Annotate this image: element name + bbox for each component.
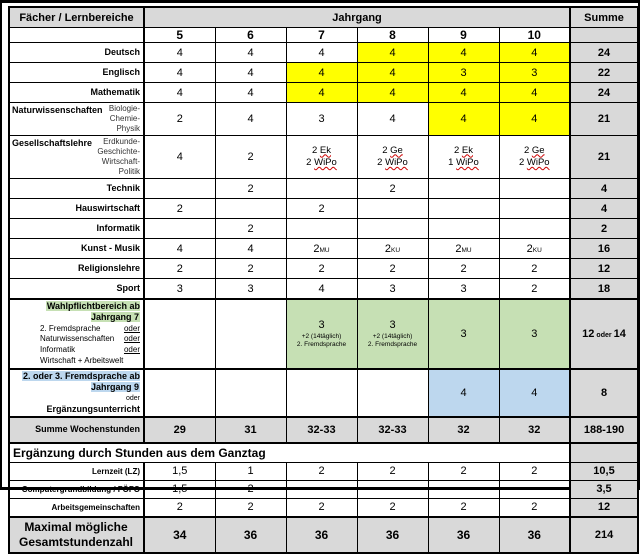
year-header-6: 6 bbox=[215, 28, 286, 43]
cell-year-7 bbox=[286, 219, 357, 239]
cell-year-6 bbox=[215, 369, 286, 417]
row-label bbox=[9, 103, 144, 136]
cell-sum: 2 bbox=[570, 219, 638, 239]
spellcheck-word: Ge bbox=[390, 144, 403, 156]
table-row-lang9 bbox=[9, 369, 638, 417]
cell-year-10: 2 bbox=[499, 259, 570, 279]
cell-year-5: 3 bbox=[144, 279, 215, 300]
row-label-text: Arbeitsgemeinschaften bbox=[51, 502, 140, 512]
cell-year-8: 2KU bbox=[357, 239, 428, 259]
cell-year-6: 2 bbox=[215, 219, 286, 239]
cell-year-6: 31 bbox=[215, 417, 286, 443]
row-label: Maximal mögliche Gesamtstundenzahl bbox=[9, 517, 144, 553]
cell-year-7: 2 bbox=[286, 259, 357, 279]
year-header-5: 5 bbox=[144, 28, 215, 43]
cell-year-9 bbox=[428, 219, 499, 239]
cell-year-6: 36 bbox=[215, 517, 286, 553]
cell-year-6: 3 bbox=[215, 279, 286, 300]
cell-year-6: 2 bbox=[215, 498, 286, 517]
spellcheck-word: Ge bbox=[531, 144, 545, 156]
cell-year-9 bbox=[428, 179, 499, 199]
cell-year-7: 2MU bbox=[286, 239, 357, 259]
cell-year-5: 4 bbox=[144, 43, 215, 63]
cell-year-5: 2 bbox=[144, 199, 215, 219]
cell-year-8: 2 bbox=[357, 462, 428, 480]
cell-year-7: 32-33 bbox=[286, 417, 357, 443]
green-highlight: Wahlpflichtbereich ab Jahrgang 7 bbox=[46, 301, 140, 323]
cell-year-8 bbox=[357, 480, 428, 498]
year-header-10: 10 bbox=[499, 28, 570, 43]
cell-year-5 bbox=[144, 369, 215, 417]
cell-year-8: 36 bbox=[357, 517, 428, 553]
cell-sum: 18 bbox=[570, 279, 638, 300]
spellcheck-word: WiPo bbox=[456, 157, 479, 168]
cell-year-6: 2 bbox=[215, 179, 286, 199]
row-label bbox=[9, 259, 144, 279]
cell-sum: 22 bbox=[570, 63, 638, 83]
cell-sum: 21 bbox=[570, 103, 638, 136]
cell-year-8 bbox=[357, 219, 428, 239]
cell-year-10: 3 bbox=[499, 63, 570, 83]
row-label bbox=[9, 179, 144, 199]
lang9-title bbox=[12, 371, 140, 394]
cell-year-5: 4 bbox=[144, 83, 215, 103]
spellcheck-word: Ek bbox=[461, 144, 474, 156]
row-label bbox=[9, 239, 144, 259]
row-label-text: Englisch bbox=[102, 67, 140, 78]
cell-year-7: 3 bbox=[286, 103, 357, 136]
spellcheck-word: Ek bbox=[319, 144, 332, 156]
cell-sum: 10,5 bbox=[570, 462, 638, 480]
cell-sum: 24 bbox=[570, 83, 638, 103]
cell-year-9: 36 bbox=[428, 517, 499, 553]
cell-year-6: 1 bbox=[215, 462, 286, 480]
cell-year-9: 2 bbox=[428, 498, 499, 517]
cell-year-5: 29 bbox=[144, 417, 215, 443]
cell-year-8: 4 bbox=[357, 83, 428, 103]
cell-year-9: 2MU bbox=[428, 239, 499, 259]
row-label-sub: Erdkunde- Geschichte- Wirtschaft- Politik bbox=[97, 137, 140, 176]
cell-year-6 bbox=[215, 199, 286, 219]
cell-sum: 3,5 bbox=[570, 480, 638, 498]
cell-sum: 12 bbox=[570, 498, 638, 517]
wahlpflicht-title bbox=[12, 301, 140, 324]
cell-sum: 214 bbox=[570, 517, 638, 553]
cell-year-10: 2KU bbox=[499, 239, 570, 259]
table-row-subject bbox=[9, 279, 638, 300]
cell-year-10: 3 bbox=[499, 299, 570, 369]
cell-year-8 bbox=[357, 369, 428, 417]
cell-year-9: 3 bbox=[428, 279, 499, 300]
table-row-subject bbox=[9, 239, 638, 259]
header-blank bbox=[9, 28, 144, 43]
table-row-section bbox=[9, 443, 638, 463]
cell-year-9: 4 bbox=[428, 43, 499, 63]
header-row-2 bbox=[9, 28, 638, 43]
row-label-main: Naturwissenschaften bbox=[12, 105, 103, 115]
row-label-text: Informatik bbox=[96, 223, 140, 234]
cell-year-8: 2 bbox=[357, 259, 428, 279]
year-header-8: 8 bbox=[357, 28, 428, 43]
cell-year-6: 4 bbox=[215, 43, 286, 63]
table-row-subject bbox=[9, 219, 638, 239]
cell-year-9 bbox=[428, 480, 499, 498]
row-label bbox=[9, 63, 144, 83]
cell-year-9: 32 bbox=[428, 417, 499, 443]
cell-year-8: 3 +2 (14täglich) 2. Fremdsprache bbox=[357, 299, 428, 369]
cell-year-10: 4 bbox=[499, 369, 570, 417]
cell-year-5 bbox=[144, 179, 215, 199]
cell-year-7: 2 bbox=[286, 199, 357, 219]
cell-year-7 bbox=[286, 369, 357, 417]
cell-sum: 4 bbox=[570, 199, 638, 219]
table-row-subject bbox=[9, 63, 638, 83]
table-row-subject bbox=[9, 83, 638, 103]
cell-year-7: 2 bbox=[286, 498, 357, 517]
cell-sum: 21 bbox=[570, 136, 638, 179]
cell-year-5: 4 bbox=[144, 63, 215, 83]
cell-year-9: 4 bbox=[428, 369, 499, 417]
table-row-small bbox=[9, 480, 638, 498]
cell-year-10: 4 bbox=[499, 83, 570, 103]
section-label: Ergänzung durch Stunden aus dem Ganztag bbox=[9, 443, 570, 463]
cell-year-10: 4 bbox=[499, 43, 570, 63]
row-label-text: Technik bbox=[106, 183, 140, 194]
row-label bbox=[9, 83, 144, 103]
cell-year-7: 4 bbox=[286, 43, 357, 63]
row-label bbox=[9, 480, 144, 498]
cell-year-7 bbox=[286, 179, 357, 199]
cell-year-8: 4 bbox=[357, 103, 428, 136]
row-label bbox=[9, 299, 144, 369]
row-label-sub: Biologie- Chemie-Physik bbox=[108, 104, 140, 133]
row-label-text: Summe Wochenstunden bbox=[35, 424, 140, 435]
table-row-small bbox=[9, 498, 638, 517]
cell-sum: 12 oder 14 bbox=[570, 299, 638, 369]
cell-year-9: 4 bbox=[428, 103, 499, 136]
table-row-subject bbox=[9, 259, 638, 279]
cell-year-10: 2 Ge 2 WiPo bbox=[499, 136, 570, 179]
cell-year-5: 2 bbox=[144, 103, 215, 136]
cell-year-5: 2 bbox=[144, 498, 215, 517]
cell-year-7: 3 +2 (14täglich) 2. Fremdsprache bbox=[286, 299, 357, 369]
cell-year-9: 2 Ek 1 WiPo bbox=[428, 136, 499, 179]
cell-year-6: 4 bbox=[215, 103, 286, 136]
cell-sum: 8 bbox=[570, 369, 638, 417]
cell-year-7: 2 Ek 2 WiPo bbox=[286, 136, 357, 179]
cell-year-8: 32-33 bbox=[357, 417, 428, 443]
cell-year-5 bbox=[144, 219, 215, 239]
cell-year-10: 2 bbox=[499, 279, 570, 300]
cell-year-5: 4 bbox=[144, 136, 215, 179]
header-row-1 bbox=[9, 7, 638, 28]
row-label bbox=[9, 199, 144, 219]
cell-year-8: 4 bbox=[357, 43, 428, 63]
cell-year-9: 2 bbox=[428, 259, 499, 279]
cell-year-6 bbox=[215, 299, 286, 369]
cell-year-6: 2 bbox=[215, 480, 286, 498]
cell-year-8: 2 Ge 2 WiPo bbox=[357, 136, 428, 179]
cell-year-7: 4 bbox=[286, 279, 357, 300]
spellcheck-word: WiPo bbox=[314, 157, 337, 168]
cell-year-8: 4 bbox=[357, 63, 428, 83]
cell-year-5: 1,5 bbox=[144, 480, 215, 498]
cell-year-9: 3 bbox=[428, 63, 499, 83]
cell-year-10 bbox=[499, 199, 570, 219]
cell-year-7: 2 bbox=[286, 462, 357, 480]
cell-year-7: 36 bbox=[286, 517, 357, 553]
cell-year-10: 36 bbox=[499, 517, 570, 553]
cell-sum: 16 bbox=[570, 239, 638, 259]
table-row-subject bbox=[9, 179, 638, 199]
cell-year-10 bbox=[499, 480, 570, 498]
row-label-main: Gesellschaftslehre bbox=[12, 138, 93, 148]
header-sum-blank bbox=[570, 28, 638, 43]
cell-year-8: 3 bbox=[357, 279, 428, 300]
cell-sum bbox=[570, 443, 638, 463]
row-label-text: Lernzeit (LZ) bbox=[92, 466, 140, 476]
year-header-9: 9 bbox=[428, 28, 499, 43]
spellcheck-word: WiPo bbox=[526, 157, 550, 168]
row-label bbox=[9, 43, 144, 63]
cell-year-8: 2 bbox=[357, 498, 428, 517]
cell-year-7 bbox=[286, 480, 357, 498]
cell-year-8: 2 bbox=[357, 179, 428, 199]
spellcheck-word: WiPo bbox=[385, 157, 408, 168]
row-label-text: Hauswirtschaft bbox=[75, 203, 140, 214]
cell-sum: 24 bbox=[570, 43, 638, 63]
wahlpflicht-option: Wirtschaft + Arbeitswelt bbox=[40, 355, 124, 365]
header-subjects: Fächer / Lernbereiche bbox=[9, 7, 144, 28]
curriculum-table bbox=[8, 6, 639, 554]
wahlpflicht-option: Naturwissenschaften oder bbox=[40, 334, 140, 344]
table-row-maximal bbox=[9, 517, 638, 553]
cell-year-9: 2 bbox=[428, 462, 499, 480]
row-label bbox=[9, 279, 144, 300]
cell-year-6: 2 bbox=[215, 259, 286, 279]
row-label: 2. oder 3. Fremdsprache ab Jahrgang 9 oder Ergänzungsunterricht bbox=[9, 369, 144, 417]
row-label-text: Sport bbox=[116, 283, 140, 294]
cell-year-5: 1,5 bbox=[144, 462, 215, 480]
row-label-text: Computergrundbildung / FÖFO bbox=[21, 484, 140, 494]
cell-year-10: 2 bbox=[499, 498, 570, 517]
cell-year-10 bbox=[499, 219, 570, 239]
cell-year-7: 4 bbox=[286, 83, 357, 103]
cell-year-5: 34 bbox=[144, 517, 215, 553]
row-label bbox=[9, 498, 144, 517]
cell-sum: 188-190 bbox=[570, 417, 638, 443]
table-row-twopart bbox=[9, 103, 638, 136]
cell-year-8 bbox=[357, 199, 428, 219]
cell-year-6: 2 bbox=[215, 136, 286, 179]
cell-year-9 bbox=[428, 199, 499, 219]
row-label bbox=[9, 219, 144, 239]
cell-year-9: 3 bbox=[428, 299, 499, 369]
row-label bbox=[9, 136, 144, 179]
cell-sum: 4 bbox=[570, 179, 638, 199]
cell-sum: 12 bbox=[570, 259, 638, 279]
row-label-text: Religionslehre bbox=[77, 263, 140, 274]
cell-year-6: 4 bbox=[215, 63, 286, 83]
row-label bbox=[9, 417, 144, 443]
wahlpflicht-option: 2. Fremdsprache oder bbox=[40, 323, 140, 333]
table-row-summary bbox=[9, 417, 638, 443]
cell-year-5 bbox=[144, 299, 215, 369]
header-jahrgang: Jahrgang bbox=[144, 7, 570, 28]
cell-year-7: 4 bbox=[286, 63, 357, 83]
blue-highlight: 2. oder 3. Fremdsprache ab Jahrgang 9 bbox=[22, 370, 140, 393]
cell-year-10: 4 bbox=[499, 103, 570, 136]
cell-year-9: 4 bbox=[428, 83, 499, 103]
table-row-subject bbox=[9, 43, 638, 63]
cell-year-5: 2 bbox=[144, 259, 215, 279]
cell-year-5: 4 bbox=[144, 239, 215, 259]
row-label bbox=[9, 462, 144, 480]
table-body bbox=[9, 43, 638, 553]
table-row-subject bbox=[9, 199, 638, 219]
row-label-text: Mathematik bbox=[90, 87, 140, 98]
cell-year-6: 4 bbox=[215, 239, 286, 259]
cell-year-6: 4 bbox=[215, 83, 286, 103]
cell-year-10 bbox=[499, 179, 570, 199]
year-header-7: 7 bbox=[286, 28, 357, 43]
cell-year-10: 32 bbox=[499, 417, 570, 443]
row-label-text: Kunst - Musik bbox=[80, 243, 140, 254]
header-summe: Summe bbox=[570, 7, 638, 28]
table-row-wahlpflicht bbox=[9, 299, 638, 369]
cell-year-10: 2 bbox=[499, 462, 570, 480]
table-row-twopart bbox=[9, 136, 638, 179]
row-label-text: Deutsch bbox=[104, 47, 140, 58]
table-row-small bbox=[9, 462, 638, 480]
wahlpflicht-option: Informatik oder bbox=[40, 345, 140, 355]
